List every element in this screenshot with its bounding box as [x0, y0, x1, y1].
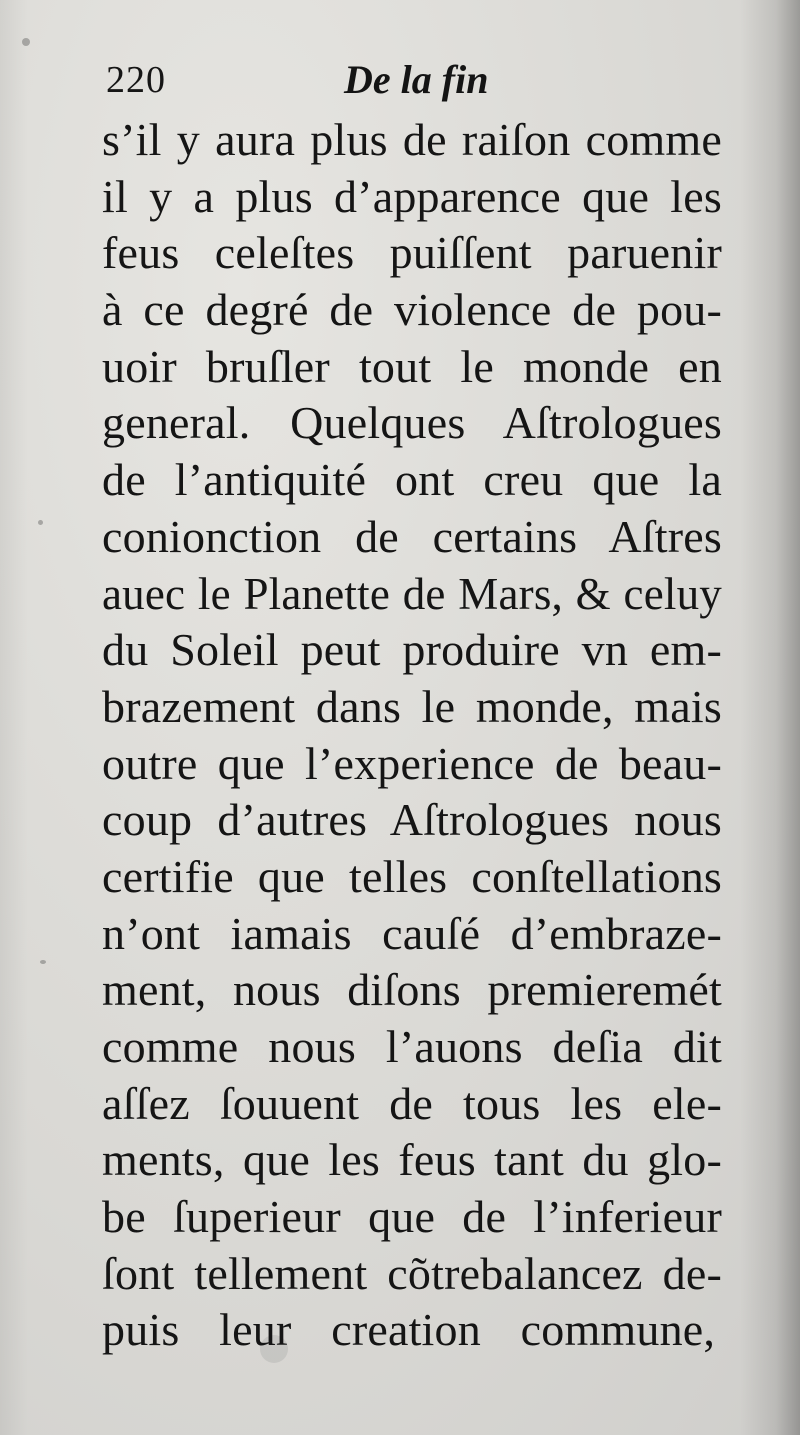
- page-number: 220: [106, 59, 166, 101]
- paper-speck: [40, 960, 46, 964]
- text-line: de l’antiquité ont creu que la: [102, 454, 722, 506]
- body-text: [102, 112, 722, 1359]
- text-line: coup d’autres Aſtrologues nous: [102, 794, 722, 846]
- text-line: brazement dans le monde, mais: [102, 680, 722, 732]
- text-line: general. Quelques Aſtrologues: [102, 397, 722, 449]
- text-line: à ce degré de violence de pou-: [102, 284, 722, 336]
- text-line: ment, nous diſons premieremét: [102, 964, 722, 1016]
- text-line: certifie que telles conſtellations: [102, 850, 722, 902]
- text-line: be ſuperieur que de l’inferieur: [102, 1191, 722, 1243]
- text-line: s’il y aura plus de raiſon comme: [102, 114, 722, 165]
- left-edge-shadow: [0, 0, 28, 1435]
- text-line: du Soleil peut produire vn em-: [102, 624, 722, 676]
- text-line: aſſez ſouuent de tous les ele-: [102, 1077, 722, 1129]
- text-line: outre que l’experience de beau-: [102, 737, 722, 789]
- page-header: [106, 58, 726, 108]
- text-line: il y a plus d’apparence que les: [102, 170, 722, 222]
- text-line: conionction de certains Aſtres: [102, 510, 722, 562]
- text-line: auec le Planette de Mars, & celuy: [102, 568, 722, 619]
- text-line: comme nous l’auons deſia dit: [102, 1021, 722, 1072]
- text-line: feus celeſtes puiſſent paruenir: [102, 227, 722, 279]
- paper-speck: [22, 38, 30, 46]
- paper-speck: [38, 520, 43, 525]
- text-line: ſont tellement cõtrebalancez de-: [102, 1247, 722, 1299]
- right-edge-shadow: [740, 0, 800, 1435]
- text-line: puis leur creation commune,: [102, 1304, 716, 1356]
- text-line: ments, que les feus tant du glo-: [102, 1134, 722, 1186]
- running-title: De la fin: [344, 57, 489, 102]
- text-line: uoir bruſler tout le monde en: [102, 340, 722, 392]
- text-line: n’ont iamais cauſé d’embraze-: [102, 907, 722, 959]
